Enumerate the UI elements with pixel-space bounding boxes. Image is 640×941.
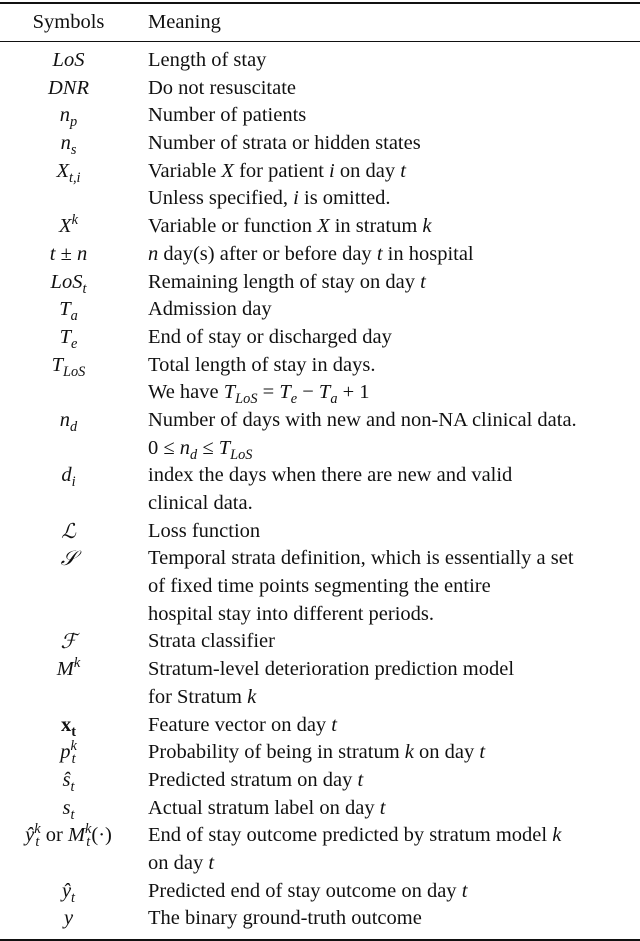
- table-row: [0, 905, 640, 933]
- symbol-sub: t,i: [68, 169, 81, 186]
- math: k: [422, 215, 432, 238]
- math: t: [479, 741, 486, 764]
- meaning-cell: End of stay or discharged day: [148, 325, 392, 348]
- symbol-cell: [0, 767, 137, 795]
- symbol-text: ŷ: [25, 824, 35, 847]
- header-meaning: Meaning: [148, 11, 221, 33]
- meaning-cell: Do not resuscitate: [148, 76, 297, 99]
- symbol-cell: [0, 158, 137, 186]
- text: Remaining length of stay on day: [148, 270, 421, 293]
- meaning-cell: [137, 241, 640, 269]
- symbol-cell: ℱ: [60, 629, 77, 654]
- table-row: [0, 739, 640, 767]
- meaning-cell: Number of days with new and non-NA clinical data.: [148, 408, 577, 431]
- table-row: [0, 158, 640, 186]
- symbol-text: LoS: [50, 270, 83, 293]
- symbol-text: n: [59, 104, 71, 127]
- symbol-cell: [0, 352, 137, 380]
- symbol-cell: ℒ: [61, 518, 76, 543]
- math: t: [379, 796, 386, 819]
- symbol-sub: t: [71, 889, 76, 906]
- text: on day: [413, 741, 480, 764]
- meaning-cell: Admission day: [148, 298, 272, 321]
- symbol-cell: [0, 213, 137, 241]
- meaning-cell: [137, 767, 640, 795]
- math: t: [461, 879, 468, 902]
- notation-table: [0, 2, 640, 941]
- math-sub: LoS: [230, 446, 253, 463]
- symbol-cell: [0, 656, 137, 684]
- text: ≤: [197, 436, 219, 459]
- symbol-sub: s: [70, 142, 77, 159]
- symbol-cell: y: [63, 907, 74, 930]
- symbol-text: d: [61, 464, 72, 487]
- symbol-cell: 𝒮: [60, 546, 77, 571]
- symbol-text: n: [76, 242, 88, 265]
- meaning-cell: clinical data.: [148, 492, 253, 514]
- math-sub: e: [290, 391, 298, 408]
- text: End of stay outcome predicted by stratum model: [148, 824, 553, 847]
- symbol-sub: i: [71, 474, 76, 491]
- text: Actual stratum label on day: [148, 796, 380, 819]
- symbol-cell: [0, 407, 137, 435]
- table-row: [0, 462, 640, 490]
- table-row: [0, 490, 640, 518]
- table-row: [0, 545, 640, 573]
- text: on day: [148, 851, 209, 874]
- symbol-sub: t: [71, 723, 77, 740]
- table-row: [0, 573, 640, 601]
- table-row: [0, 269, 640, 297]
- symbol-sub: t: [35, 834, 40, 851]
- meaning-cell: The binary ground-truth outcome: [148, 907, 422, 930]
- symbol-cell: [0, 75, 137, 103]
- meaning-cell: [137, 684, 640, 712]
- symbol-text: (·): [91, 824, 112, 847]
- text: is omitted.: [298, 187, 391, 210]
- symbol-text: T: [51, 353, 64, 376]
- table-row: [0, 656, 640, 684]
- table-row: [0, 850, 640, 878]
- symbol-sub: e: [71, 335, 78, 352]
- symbol-text: M: [56, 658, 74, 681]
- symbol-text: T: [59, 325, 72, 348]
- meaning-cell: Number of strata or hidden states: [148, 132, 421, 155]
- math-sub: a: [330, 391, 338, 408]
- text: in stratum: [329, 215, 423, 238]
- table-row: [0, 75, 640, 103]
- symbol-sub: d: [70, 419, 78, 436]
- meaning-cell: [137, 712, 640, 740]
- symbol-cell: [0, 102, 137, 130]
- meaning-cell: Stratum-level deterioration prediction model: [148, 658, 515, 681]
- symbol-text: X: [59, 215, 72, 238]
- table-row: [0, 185, 640, 213]
- meaning-cell: [137, 739, 640, 767]
- meaning-cell: [137, 850, 640, 878]
- meaning-cell: Total length of stay in days.: [148, 353, 376, 376]
- table-row: [0, 795, 640, 823]
- symbol-cell: [0, 241, 137, 269]
- math: t: [400, 159, 406, 182]
- math: t: [357, 768, 364, 791]
- symbol-cell: [0, 795, 137, 823]
- text: on day: [334, 159, 401, 182]
- symbol-sub: t: [71, 751, 76, 768]
- meaning-cell: [137, 185, 640, 213]
- meaning-cell: [137, 213, 640, 241]
- meaning-cell: [137, 822, 640, 850]
- table-row: [0, 379, 640, 407]
- text: =: [257, 381, 280, 404]
- symbol-cell: [0, 739, 137, 767]
- meaning-cell: Number of patients: [148, 104, 307, 127]
- symbol-sub: t: [86, 834, 91, 851]
- header-symbols: Symbols: [32, 11, 105, 33]
- text: We have: [148, 381, 224, 404]
- symbol-text: n: [59, 408, 71, 431]
- math-sub: LoS: [235, 391, 258, 408]
- math: k: [404, 741, 414, 764]
- math: T: [223, 381, 236, 404]
- math: t: [331, 713, 337, 736]
- table-row: [0, 767, 640, 795]
- math: k: [552, 824, 562, 847]
- text: Variable or function: [148, 215, 318, 238]
- symbol-text: X: [56, 159, 69, 182]
- text: Variable: [148, 159, 222, 182]
- symbol-text: DNR: [48, 76, 89, 99]
- table-row: [0, 296, 640, 324]
- table-row: [0, 47, 640, 75]
- text: day(s) after or before day: [158, 242, 377, 265]
- table-row: [0, 407, 640, 435]
- text: 0 ≤: [148, 436, 180, 459]
- symbol-cell: [0, 47, 137, 75]
- math: T: [279, 381, 291, 404]
- table-row: [0, 435, 640, 463]
- meaning-cell: [137, 379, 640, 407]
- symbol-sup: k: [85, 820, 92, 837]
- text: + 1: [337, 381, 370, 404]
- header-row: [0, 4, 640, 41]
- symbol-text: or: [40, 824, 68, 847]
- text: in hospital: [382, 242, 474, 265]
- text: Probability of being in stratum: [148, 741, 405, 764]
- math: X: [221, 159, 234, 182]
- math: i: [329, 159, 335, 182]
- table-row: [0, 712, 640, 740]
- text: Predicted end of stay outcome on day: [148, 879, 462, 902]
- meaning-cell: [137, 878, 640, 906]
- symbol-cell: [0, 822, 137, 850]
- symbol-text: ŷ: [61, 879, 72, 902]
- table-row: [0, 102, 640, 130]
- meaning-cell: Loss function: [148, 519, 261, 542]
- symbol-text: x: [60, 713, 72, 736]
- symbol-text: n: [60, 132, 71, 155]
- text: −: [297, 381, 319, 404]
- symbol-text: LoS: [52, 49, 85, 71]
- meaning-cell: Length of stay: [148, 49, 267, 71]
- table-row: [0, 822, 640, 850]
- meaning-cell: [137, 435, 640, 463]
- symbol-cell: [0, 130, 137, 158]
- table-row: [0, 684, 640, 712]
- symbol-text: t: [49, 242, 56, 265]
- symbol-sub: p: [70, 114, 78, 131]
- math: T: [318, 381, 331, 404]
- table-body: [0, 42, 640, 939]
- symbol-text: ŝ: [62, 768, 71, 791]
- meaning-cell: Strata classifier: [148, 630, 275, 653]
- math: T: [218, 436, 231, 459]
- math: n: [148, 242, 159, 265]
- meaning-cell: hospital stay into different periods.: [148, 602, 434, 625]
- text: Predicted stratum on day: [148, 768, 358, 791]
- symbol-cell: [0, 324, 137, 352]
- symbol-sub: t: [70, 806, 75, 823]
- math: k: [247, 685, 257, 708]
- meaning-cell: [137, 795, 640, 823]
- text: for patient: [233, 159, 330, 182]
- text: Unless specified,: [148, 187, 294, 210]
- math: X: [317, 215, 330, 238]
- meaning-cell: of fixed time points segmenting the entire: [148, 575, 491, 598]
- table-row: [0, 213, 640, 241]
- symbol-sup: k: [71, 212, 78, 229]
- math: t: [208, 851, 215, 874]
- meaning-cell: [137, 269, 640, 297]
- meaning-cell: Temporal strata definition, which is essentially a set: [148, 547, 574, 570]
- symbol-text: T: [59, 298, 71, 321]
- symbol-sub: t: [70, 778, 75, 795]
- symbol-sup: k: [70, 737, 77, 754]
- math: i: [293, 187, 299, 210]
- math-sub: d: [190, 446, 198, 463]
- symbol-cell: [0, 269, 137, 297]
- symbol-sup: k: [73, 655, 81, 672]
- math: t: [420, 270, 426, 293]
- meaning-cell: [137, 158, 640, 186]
- symbol-cell: [0, 878, 137, 906]
- symbol-sup: k: [34, 820, 41, 837]
- symbol-sub: a: [70, 308, 78, 325]
- symbol-cell: [0, 712, 137, 740]
- meaning-cell: index the days when there are new and valid: [148, 464, 513, 487]
- math: n: [179, 436, 191, 459]
- symbol-text: M: [67, 824, 86, 847]
- symbol-text: p: [60, 741, 71, 764]
- table-row: [0, 878, 640, 906]
- table-row: [0, 130, 640, 158]
- table-row: [0, 628, 640, 656]
- math: t: [376, 242, 383, 265]
- symbol-sub: LoS: [63, 363, 86, 380]
- symbol-text: s: [62, 796, 71, 819]
- table-row: [0, 518, 640, 546]
- symbol-text: ±: [55, 242, 77, 265]
- table-row: [0, 241, 640, 269]
- table-row: [0, 352, 640, 380]
- table-row: [0, 601, 640, 629]
- symbol-cell: [0, 462, 137, 490]
- symbol-cell: [0, 296, 137, 324]
- text: for Stratum: [148, 685, 248, 708]
- symbol-sub: t: [82, 280, 87, 297]
- text: Feature vector on day: [148, 713, 332, 736]
- table-row: [0, 324, 640, 352]
